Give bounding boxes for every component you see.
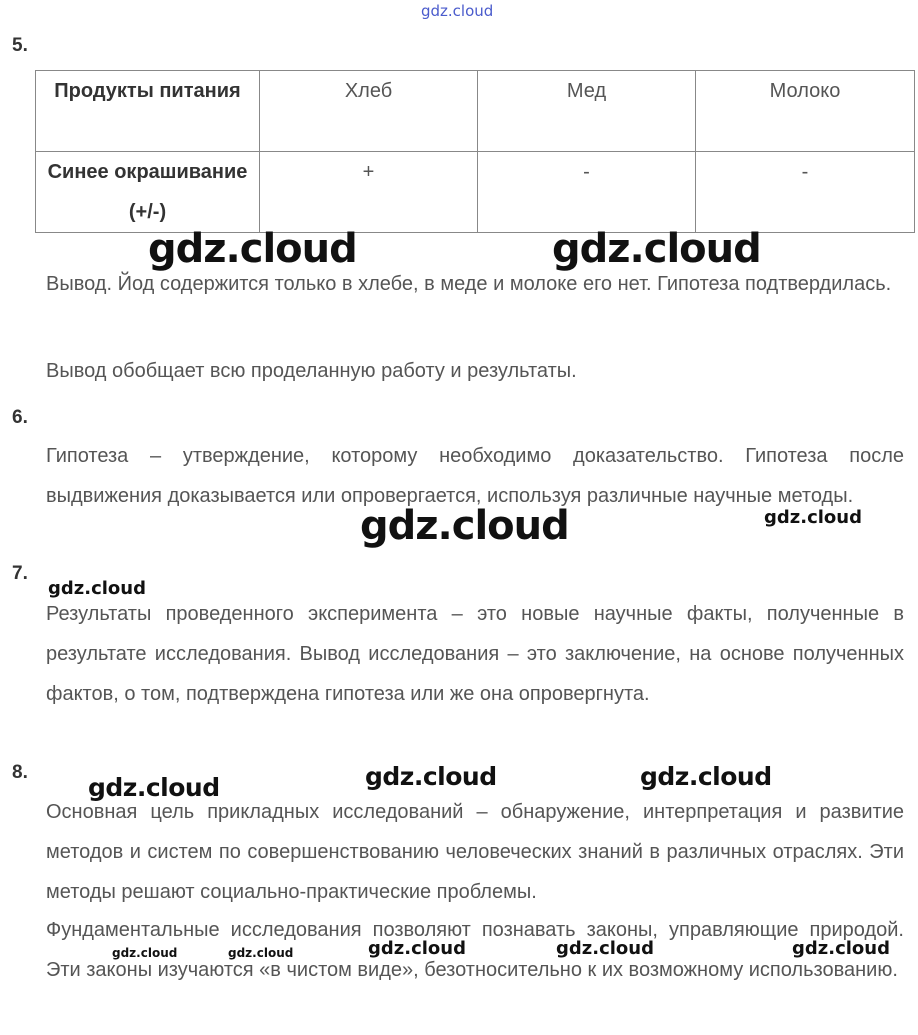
watermark: gdz.cloud [148,226,357,272]
conclusion-paragraph: Вывод. Йод содержится только в хлебе, в меде и молоке его нет. Гипотеза подтвердилась. [46,273,892,295]
hypothesis-paragraph: Гипотеза – утверждение, которому необходимо доказательство. Гипотеза после выдвижения доказывается или опровергается, используя различные научные методы. [46,445,904,507]
fundamental-research-paragraph: Фундаментальные исследования позволяют познавать законы, управляющие природой. Эти законы изучаются «в чистом виде», безотносительно к их возможному использованию. [46,919,904,981]
watermark: gdz.cloud [552,226,761,272]
table-row [36,71,915,152]
watermark: gdz.cloud [556,938,654,959]
conclusion-summary-paragraph: Вывод обобщает всю проделанную работу и результаты. [46,360,577,382]
table-row [36,152,915,233]
watermark: gdz.cloud [360,503,569,549]
watermark: gdz.cloud [368,938,466,959]
question-number-5: 5. [12,35,28,56]
watermark: gdz.cloud [792,938,890,959]
watermark-top: gdz.cloud [421,2,494,20]
watermark: gdz.cloud [48,578,146,599]
question-number-8: 8. [12,762,28,783]
watermark: gdz.cloud [365,762,497,791]
watermark: gdz.cloud [112,946,178,960]
table-cell-honey-result: - [478,152,696,233]
table-header-blue-color: Синее окрашивание (+/-) [36,152,260,233]
table-cell-bread: Хлеб [260,71,478,152]
watermark: gdz.cloud [228,946,294,960]
watermark: gdz.cloud [764,507,862,528]
watermark: gdz.cloud [88,773,220,802]
question-number-7: 7. [12,563,28,584]
table-cell-milk: Молоко [696,71,915,152]
applied-research-paragraph: Основная цель прикладных исследований – обнаружение, интерпретация и развитие методов и систем по совершенствованию человеческих знаний в различных отраслях. Эти методы решают социально-практические проблемы. [46,801,904,903]
watermark: gdz.cloud [640,762,772,791]
table-cell-milk-result: - [696,152,915,233]
results-table [35,70,915,233]
table-cell-bread-result: + [260,152,478,233]
question-number-6: 6. [12,407,28,428]
table-header-products: Продукты питания [36,71,260,152]
results-paragraph: Результаты проведенного эксперимента – это новые научные факты, полученные в результате исследования. Вывод исследования – это заключение, на основе полученных фактов, о том, подтверждена гипотеза или же она опровергнута. [46,603,904,705]
table-cell-honey: Мед [478,71,696,152]
